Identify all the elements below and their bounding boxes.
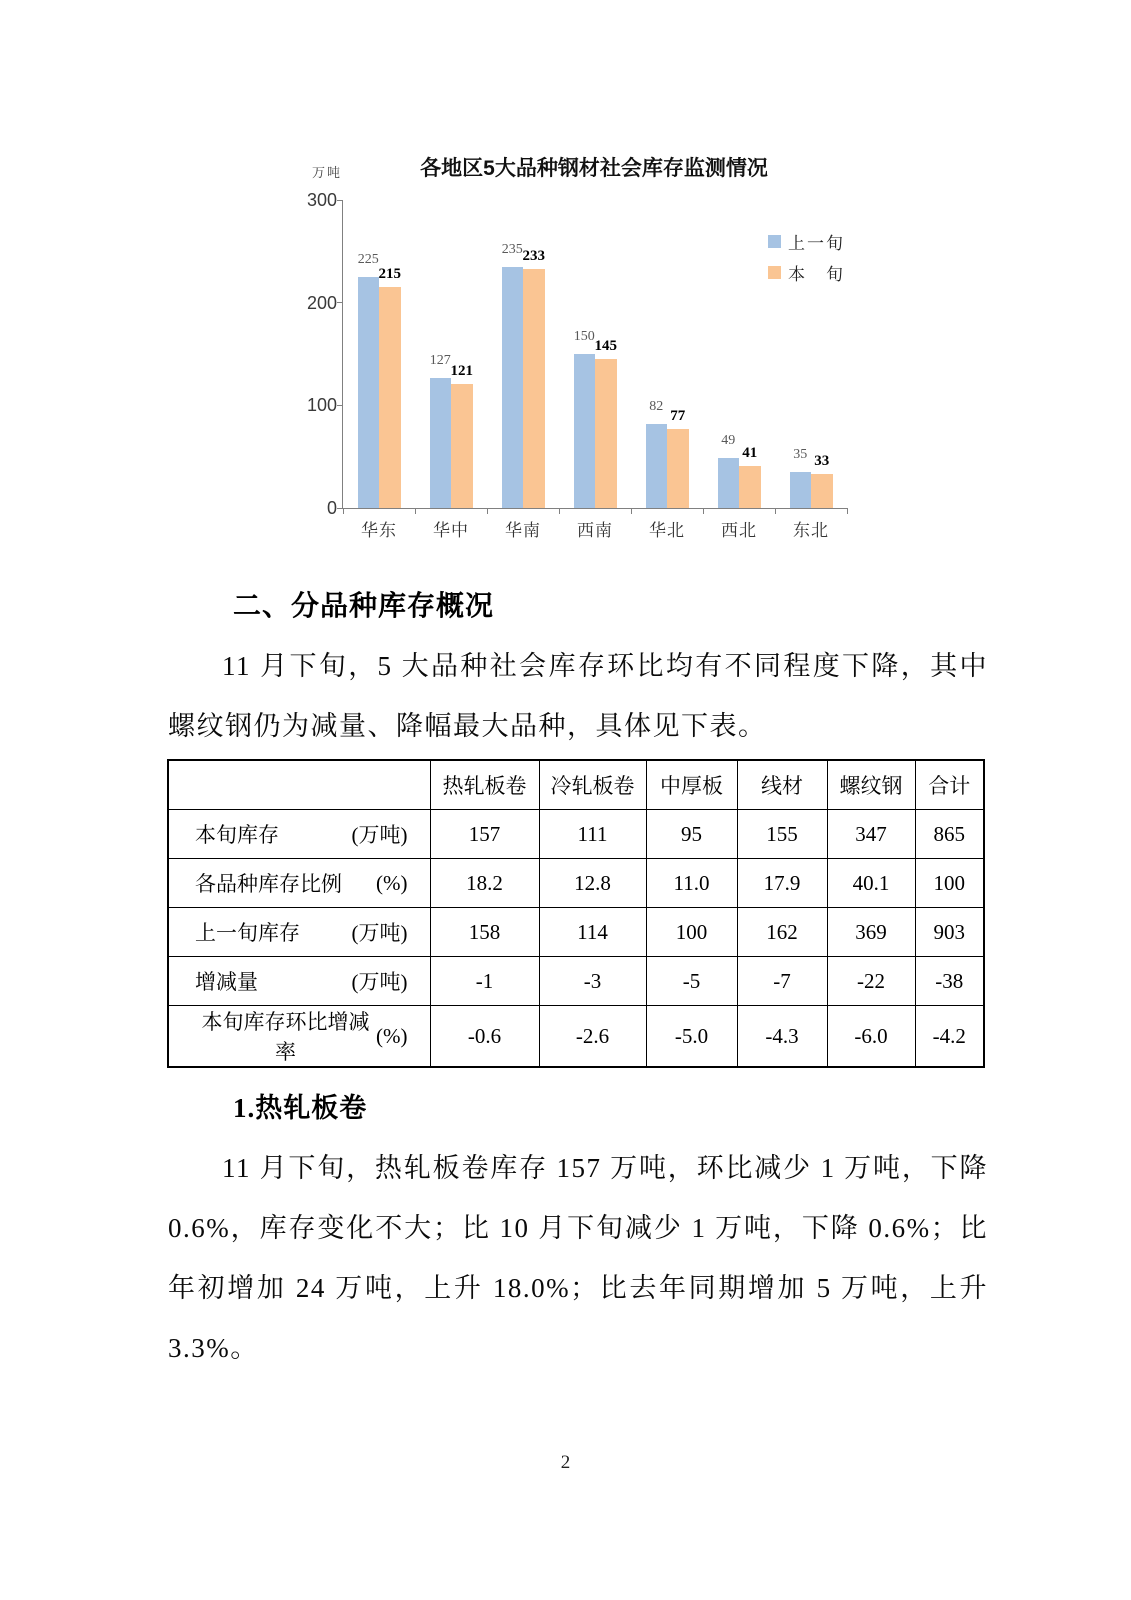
table-value-cell: 100 (646, 908, 737, 957)
bar-value-label: 41 (742, 444, 758, 461)
table-value-cell: 12.8 (539, 859, 646, 908)
table-value-cell: -38 (915, 957, 984, 1006)
chart-bar-上一旬-东北 (790, 472, 812, 508)
table-value-cell: -7 (737, 957, 827, 1006)
table-value-cell: -6.0 (827, 1006, 915, 1068)
chart-bar-本旬-华中 (451, 384, 473, 508)
table-header-cell: 合计 (915, 760, 984, 810)
chart-bar-上一旬-华北 (646, 424, 668, 508)
table-value-cell: 95 (646, 810, 737, 859)
chart-bar-上一旬-华中 (430, 378, 452, 508)
x-axis-tick (343, 508, 344, 514)
chart-bar-上一旬-西北 (718, 458, 740, 508)
x-axis-tick (847, 508, 848, 514)
page-number: 2 (560, 1452, 571, 1473)
table-header-cell: 热轧板卷 (430, 760, 539, 810)
x-axis-category-label: 华南 (505, 521, 541, 540)
legend-row (768, 261, 845, 283)
bar-value-label: 121 (450, 362, 473, 379)
legend-label: 本 旬 (788, 264, 845, 284)
table-value-cell: -3 (539, 957, 646, 1006)
legend-swatch-icon (768, 235, 781, 248)
chart-bar-本旬-东北 (811, 474, 833, 508)
inventory-table (167, 759, 985, 1068)
bar-value-label: 77 (670, 407, 686, 424)
chart-bar-本旬-华东 (379, 287, 401, 508)
table-row-label-cell (168, 810, 430, 859)
y-axis-tick (337, 405, 343, 406)
paragraph-overview: 11 月下旬，5 大品种社会库存环比均有不同程度下降，其中螺纹钢仍为减量、降幅最大品种，具体见下表。 (168, 651, 988, 741)
table-value-cell: 369 (827, 908, 915, 957)
table-value-cell: -5.0 (646, 1006, 737, 1068)
x-axis-tick (415, 508, 416, 514)
table-header-cell: 线材 (737, 760, 827, 810)
table-value-cell: -2.6 (539, 1006, 646, 1068)
chart-bar-上一旬-华南 (502, 267, 524, 508)
chart-bar-上一旬-西南 (574, 354, 596, 508)
bar-value-label: 145 (594, 338, 617, 355)
table-value-cell: 157 (430, 810, 539, 859)
subsection-heading-hot-rolled: 1.热轧板卷 (233, 1093, 368, 1123)
x-axis-category-label: 东北 (793, 521, 829, 540)
table-value-cell: 158 (430, 908, 539, 957)
x-axis-category-label: 华中 (433, 521, 469, 540)
table-row-label-cell (168, 859, 430, 908)
table-row-label-cell (168, 1006, 430, 1068)
row-label: 本旬库存环比增减率 (201, 1010, 370, 1064)
row-unit: (万吨) (351, 921, 408, 945)
bar-value-label: 33 (814, 453, 830, 470)
bar-value-label: 233 (522, 247, 545, 264)
table-value-cell: 18.2 (430, 859, 539, 908)
table-row (168, 1006, 984, 1068)
bar-value-label: 127 (429, 352, 451, 368)
row-label: 本旬库存 (195, 823, 279, 847)
table-value-cell: 903 (915, 908, 984, 957)
row-unit: (万吨) (351, 970, 408, 994)
y-axis-tick (337, 200, 343, 201)
chart-bar-本旬-华南 (523, 269, 545, 508)
legend-label: 上一旬 (788, 233, 845, 253)
row-unit: (%) (376, 1023, 408, 1048)
chart-bar-本旬-西南 (595, 359, 617, 508)
table-value-cell: 865 (915, 810, 984, 859)
table-value-cell: 40.1 (827, 859, 915, 908)
table-value-cell: 162 (737, 908, 827, 957)
inventory-table-grid (167, 759, 985, 1068)
bar-value-label: 49 (721, 432, 736, 448)
table-row (168, 859, 984, 908)
table-value-cell: -0.6 (430, 1006, 539, 1068)
bar-value-label: 150 (573, 329, 595, 344)
y-axis-tick-label: 300 (306, 190, 337, 210)
x-axis-category-label: 西南 (577, 521, 613, 540)
bar-value-label: 235 (501, 241, 523, 257)
legend-swatch-icon (768, 266, 781, 279)
chart-bar-上一旬-华东 (358, 277, 380, 508)
x-axis-category-label: 华东 (361, 521, 397, 540)
x-axis-tick (631, 508, 632, 514)
table-header-row (168, 760, 984, 810)
bar-value-label: 215 (378, 266, 401, 283)
y-axis-tick-label: 200 (306, 292, 337, 313)
y-axis-tick-label: 100 (306, 395, 337, 416)
y-axis-tick-label: 0 (326, 498, 337, 518)
bar-value-label: 225 (357, 252, 379, 267)
table-header-cell (168, 760, 430, 810)
legend-row (768, 230, 845, 252)
x-axis-category-label: 西北 (721, 521, 757, 540)
x-axis-category-label: 华北 (649, 521, 685, 540)
table-value-cell: 11.0 (646, 859, 737, 908)
chart-bar-本旬-华北 (667, 429, 689, 508)
y-axis-tick (337, 302, 343, 303)
regional-inventory-chart (300, 150, 890, 550)
table-header-cell: 冷轧板卷 (539, 760, 646, 810)
x-axis-tick (487, 508, 488, 514)
table-value-cell: -4.2 (915, 1006, 984, 1068)
table-value-cell: 155 (737, 810, 827, 859)
table-value-cell: -1 (430, 957, 539, 1006)
table-value-cell: 111 (539, 810, 646, 859)
table-row-label-cell (168, 908, 430, 957)
table-value-cell: 347 (827, 810, 915, 859)
row-unit: (万吨) (351, 823, 408, 847)
table-row (168, 810, 984, 859)
row-unit: (%) (376, 870, 408, 895)
bar-value-label: 82 (649, 398, 664, 414)
table-value-cell: -4.3 (737, 1006, 827, 1068)
x-axis-tick (559, 508, 560, 514)
bar-value-label: 35 (793, 447, 808, 463)
paragraph-hot-rolled: 11 月下旬，热轧板卷库存 157 万吨，环比减少 1 万吨，下降 0.6%，库存变化不大；比 10 月下旬减少 1 万吨，下降 0.6%；比年初增加 24 万吨，上升 18.0%；比去年同期增加 5 万吨，上升 3.3%。 (168, 1153, 988, 1363)
table-value-cell: -22 (827, 957, 915, 1006)
table-header-cell: 螺纹钢 (827, 760, 915, 810)
table-value-cell: 114 (539, 908, 646, 957)
chart-legend (768, 230, 845, 292)
table-header-cell: 中厚板 (646, 760, 737, 810)
row-label: 各品种库存比例 (195, 872, 342, 896)
x-axis-tick (775, 508, 776, 514)
section-heading-by-product: 二、分品种库存概况 (233, 591, 495, 622)
row-label: 上一旬库存 (195, 921, 300, 945)
table-row-label-cell (168, 957, 430, 1006)
table-value-cell: 17.9 (737, 859, 827, 908)
x-axis-tick (703, 508, 704, 514)
chart-y-axis-unit: 万吨 (312, 165, 343, 180)
table-row (168, 957, 984, 1006)
chart-bar-本旬-西北 (739, 466, 761, 508)
table-row (168, 908, 984, 957)
table-value-cell: -5 (646, 957, 737, 1006)
table-value-cell: 100 (915, 859, 984, 908)
row-label: 增减量 (195, 970, 258, 994)
chart-title: 各地区5大品种钢材社会库存监测情况 (420, 157, 768, 180)
